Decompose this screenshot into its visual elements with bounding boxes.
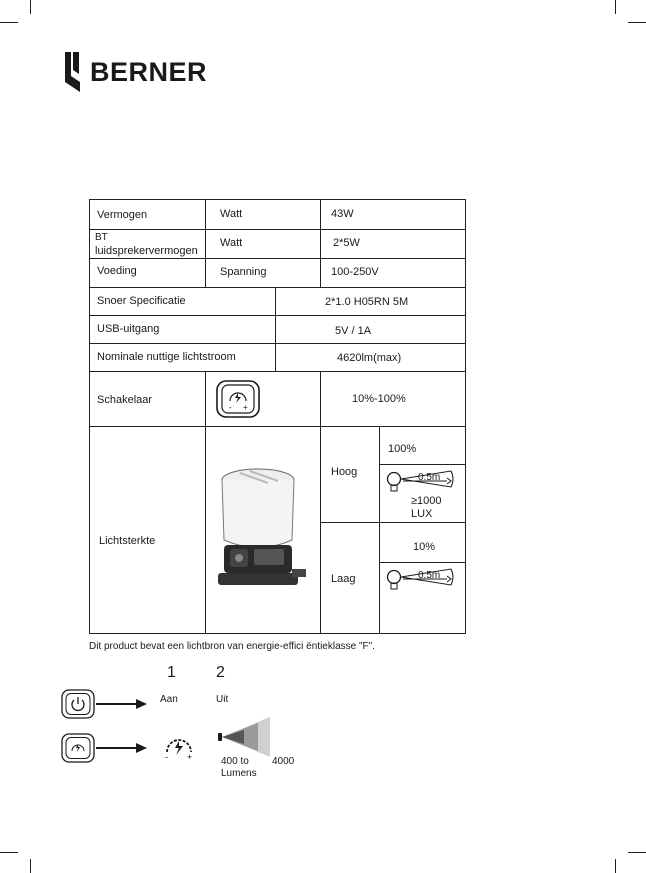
brand-name: BERNER <box>90 56 208 87</box>
lichtsterkte-low-percent: 10% <box>413 541 436 553</box>
arrow-right-icon <box>96 742 148 754</box>
brand-logo <box>62 50 207 94</box>
row-param-watt-2: Watt <box>220 237 243 249</box>
row-value-bt: 2*5W <box>333 237 360 249</box>
dimmer-button-icon <box>61 733 95 763</box>
lichtsterkte-low-label: Laag <box>331 573 356 585</box>
energy-class-note: Dit product bevat een lichtbron van energie-effici ëntieklasse "F". <box>89 641 375 652</box>
row-label-lichtsterkte: Lichtsterkte <box>99 535 156 547</box>
dimmer-dial-icon <box>162 732 196 762</box>
crop-mark <box>30 859 31 873</box>
lichtsterkte-high-lux-value: ≥1000 <box>411 495 442 507</box>
crop-mark <box>0 852 18 853</box>
crop-mark <box>628 852 646 853</box>
row-value-schakelaar: 10%-100% <box>352 393 406 405</box>
brand-logo-mark <box>62 50 84 94</box>
row-value-voeding: 100-250V <box>331 266 379 278</box>
row-param-watt: Watt <box>220 208 243 220</box>
svg-text:-: - <box>165 752 168 762</box>
step-off-label: Uit <box>216 694 229 705</box>
dimmer-button-icon <box>215 379 261 419</box>
row-value-snoer: 2*1.0 H05RN 5M <box>325 296 409 308</box>
power-button-icon <box>61 689 95 719</box>
work-lamp-image <box>210 465 310 605</box>
svg-text:+: + <box>243 403 248 412</box>
row-label-lichtstroom: Nominale nuttige lichtstroom <box>97 351 236 363</box>
lichtsterkte-high-percent: 100% <box>388 443 417 455</box>
crop-mark <box>0 22 18 23</box>
row-label-vermogen: Vermogen <box>97 209 148 221</box>
row-label-bt-line1: BT <box>95 232 108 243</box>
lumens-range-start: 400 to <box>221 756 249 767</box>
svg-text:-: - <box>229 403 232 412</box>
crop-mark <box>615 859 616 873</box>
lichtsterkte-high-lux-unit: LUX <box>411 508 433 520</box>
lumens-unit: Lumens <box>221 768 257 779</box>
row-label-bt-line2: luidsprekervermogen <box>95 245 198 257</box>
light-beam-icon <box>216 715 272 757</box>
row-value-lichtstroom: 4620lm(max) <box>337 352 402 364</box>
lichtsterkte-high-label: Hoog <box>331 466 358 478</box>
crop-mark <box>30 0 31 14</box>
row-label-schakelaar: Schakelaar <box>97 394 153 406</box>
crop-mark <box>628 22 646 23</box>
arrow-right-icon <box>96 698 148 710</box>
svg-text:+: + <box>187 752 193 762</box>
step-number-1: 1 <box>167 664 176 681</box>
lichtsterkte-high-distance: 0.5m <box>418 472 441 483</box>
row-label-voeding: Voeding <box>97 265 137 277</box>
step-on-label: Aan <box>160 694 178 705</box>
crop-mark <box>615 0 616 14</box>
lumens-range-end: 4000 <box>272 756 295 767</box>
row-label-usb: USB-uitgang <box>97 323 160 335</box>
row-value-vermogen: 43W <box>331 208 354 220</box>
row-label-snoer: Snoer Specificatie <box>97 295 186 307</box>
lichtsterkte-low-distance: 0.5m <box>418 570 441 581</box>
step-number-2: 2 <box>216 664 225 681</box>
row-value-usb: 5V / 1A <box>335 325 372 337</box>
row-param-spanning: Spanning <box>220 266 267 278</box>
